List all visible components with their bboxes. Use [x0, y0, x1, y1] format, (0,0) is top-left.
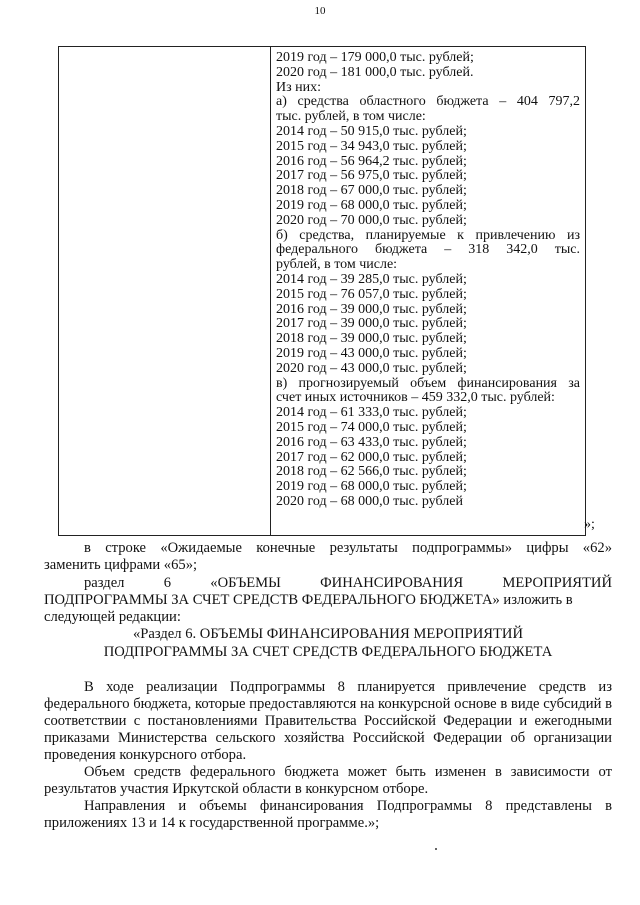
table-column-divider [270, 47, 271, 535]
paragraph-line: в строке «Ожидаемые конечные результаты подпрограммы» цифры «62» [84, 540, 612, 556]
other-year-line: 2020 год – 68 000,0 тыс. рублей [276, 493, 463, 509]
amendment-section-6 [44, 575, 612, 626]
other-sources-heading-cont: счет иных источников – 459 332,0 тыс. рублей: [276, 390, 555, 406]
regional-budget-heading-cont: тыс. рублей, в том числе: [276, 109, 426, 125]
regional-year-line: 2018 год – 67 000,0 тыс. рублей; [276, 183, 467, 199]
federal-year-line: 2014 год – 39 285,0 тыс. рублей; [276, 271, 467, 287]
federal-year-line: 2018 год – 39 000,0 тыс. рублей; [276, 331, 467, 347]
other-year-line: 2017 год – 62 000,0 тыс. рублей; [276, 449, 467, 465]
funding-table [58, 46, 586, 536]
paragraph: Объем средств федерального бюджета может быть изменен в зависимости от результатов участия Иркутской области в конкурсном отборе. [44, 764, 612, 797]
funding-line: 2019 год – 179 000,0 тыс. рублей; [276, 50, 474, 65]
federal-year-line: 2017 год – 39 000,0 тыс. рублей; [276, 316, 467, 332]
paragraph: В ходе реализации Подпрограммы 8 планируется привлечение средств из федерального бюджета, которые предоставляются на конкурсной основе в виде субсидий в соответствии с постановлениями Правительства Российской Федерации и ежегодными приказами Министерства сельского хозяйства Российской Федерации об организации проведения конкурсного отбора. [44, 679, 612, 763]
funding-line: 2020 год – 181 000,0 тыс. рублей. [276, 64, 474, 80]
federal-year-line: 2020 год – 43 000,0 тыс. рублей; [276, 360, 467, 376]
paragraph: Направления и объемы финансирования Подпрограммы 8 представлены в приложениях 13 и 14 к государственной программе.»; [44, 798, 612, 831]
federal-budget-heading-cont: федерального бюджета – 318 342,0 тыс. [276, 242, 580, 258]
other-sources-heading: в) прогнозируемый объем финансирования за [276, 375, 580, 391]
paragraph-line: заменить цифрами «65»; [44, 557, 198, 573]
heading-line: «Раздел 6. ОБЪЕМЫ ФИНАНСИРОВАНИЯ МЕРОПРИЯТИЙ [132, 626, 523, 642]
amendment-expected-results [44, 540, 612, 574]
section-body [44, 679, 612, 832]
other-year-line: 2018 год – 62 566,0 тыс. рублей; [276, 464, 467, 480]
other-year-line: 2014 год – 61 333,0 тыс. рублей; [276, 405, 467, 421]
federal-year-line: 2016 год – 39 000,0 тыс. рублей; [276, 301, 467, 317]
scan-speck [435, 848, 437, 850]
other-year-line: 2019 год – 68 000,0 тыс. рублей; [276, 479, 467, 495]
page-number: 10 [314, 5, 326, 17]
regional-year-line: 2020 год – 70 000,0 тыс. рублей; [276, 212, 467, 228]
funding-cell [276, 51, 580, 510]
funding-line: Из них: [276, 79, 322, 95]
federal-year-line: 2015 год – 76 057,0 тыс. рублей; [276, 286, 467, 302]
section-heading [44, 625, 612, 661]
regional-year-line: 2016 год – 56 964,2 тыс. рублей; [276, 153, 467, 169]
paragraph-line: ПОДПРОГРАММЫ ЗА СЧЕТ СРЕДСТВ ФЕДЕРАЛЬНОГО БЮДЖЕТА» изложить в [44, 592, 573, 608]
paragraph-line: следующей редакции: [44, 609, 181, 625]
regional-year-line: 2015 год – 34 943,0 тыс. рублей; [276, 138, 467, 154]
heading-line: ПОДПРОГРАММЫ ЗА СЧЕТ СРЕДСТВ ФЕДЕРАЛЬНОГО БЮДЖЕТА [103, 644, 553, 660]
federal-budget-heading: б) средства, планируемые к привлечению из [276, 227, 580, 243]
paragraph-line: раздел 6 «ОБЪЕМЫ ФИНАНСИРОВАНИЯ МЕРОПРИЯТИЙ [84, 575, 612, 591]
regional-year-line: 2014 год – 50 915,0 тыс. рублей; [276, 123, 467, 139]
other-year-line: 2016 год – 63 433,0 тыс. рублей; [276, 434, 467, 450]
regional-year-line: 2019 год – 68 000,0 тыс. рублей; [276, 197, 467, 213]
federal-year-line: 2019 год – 43 000,0 тыс. рублей; [276, 345, 467, 361]
regional-budget-heading: а) средства областного бюджета – 404 797,2 [276, 94, 580, 110]
regional-year-line: 2017 год – 56 975,0 тыс. рублей; [276, 168, 467, 184]
other-year-line: 2015 год – 74 000,0 тыс. рублей; [276, 419, 467, 435]
federal-budget-heading-end: рублей, в том числе: [276, 257, 398, 273]
closing-quote: »; [584, 517, 595, 532]
